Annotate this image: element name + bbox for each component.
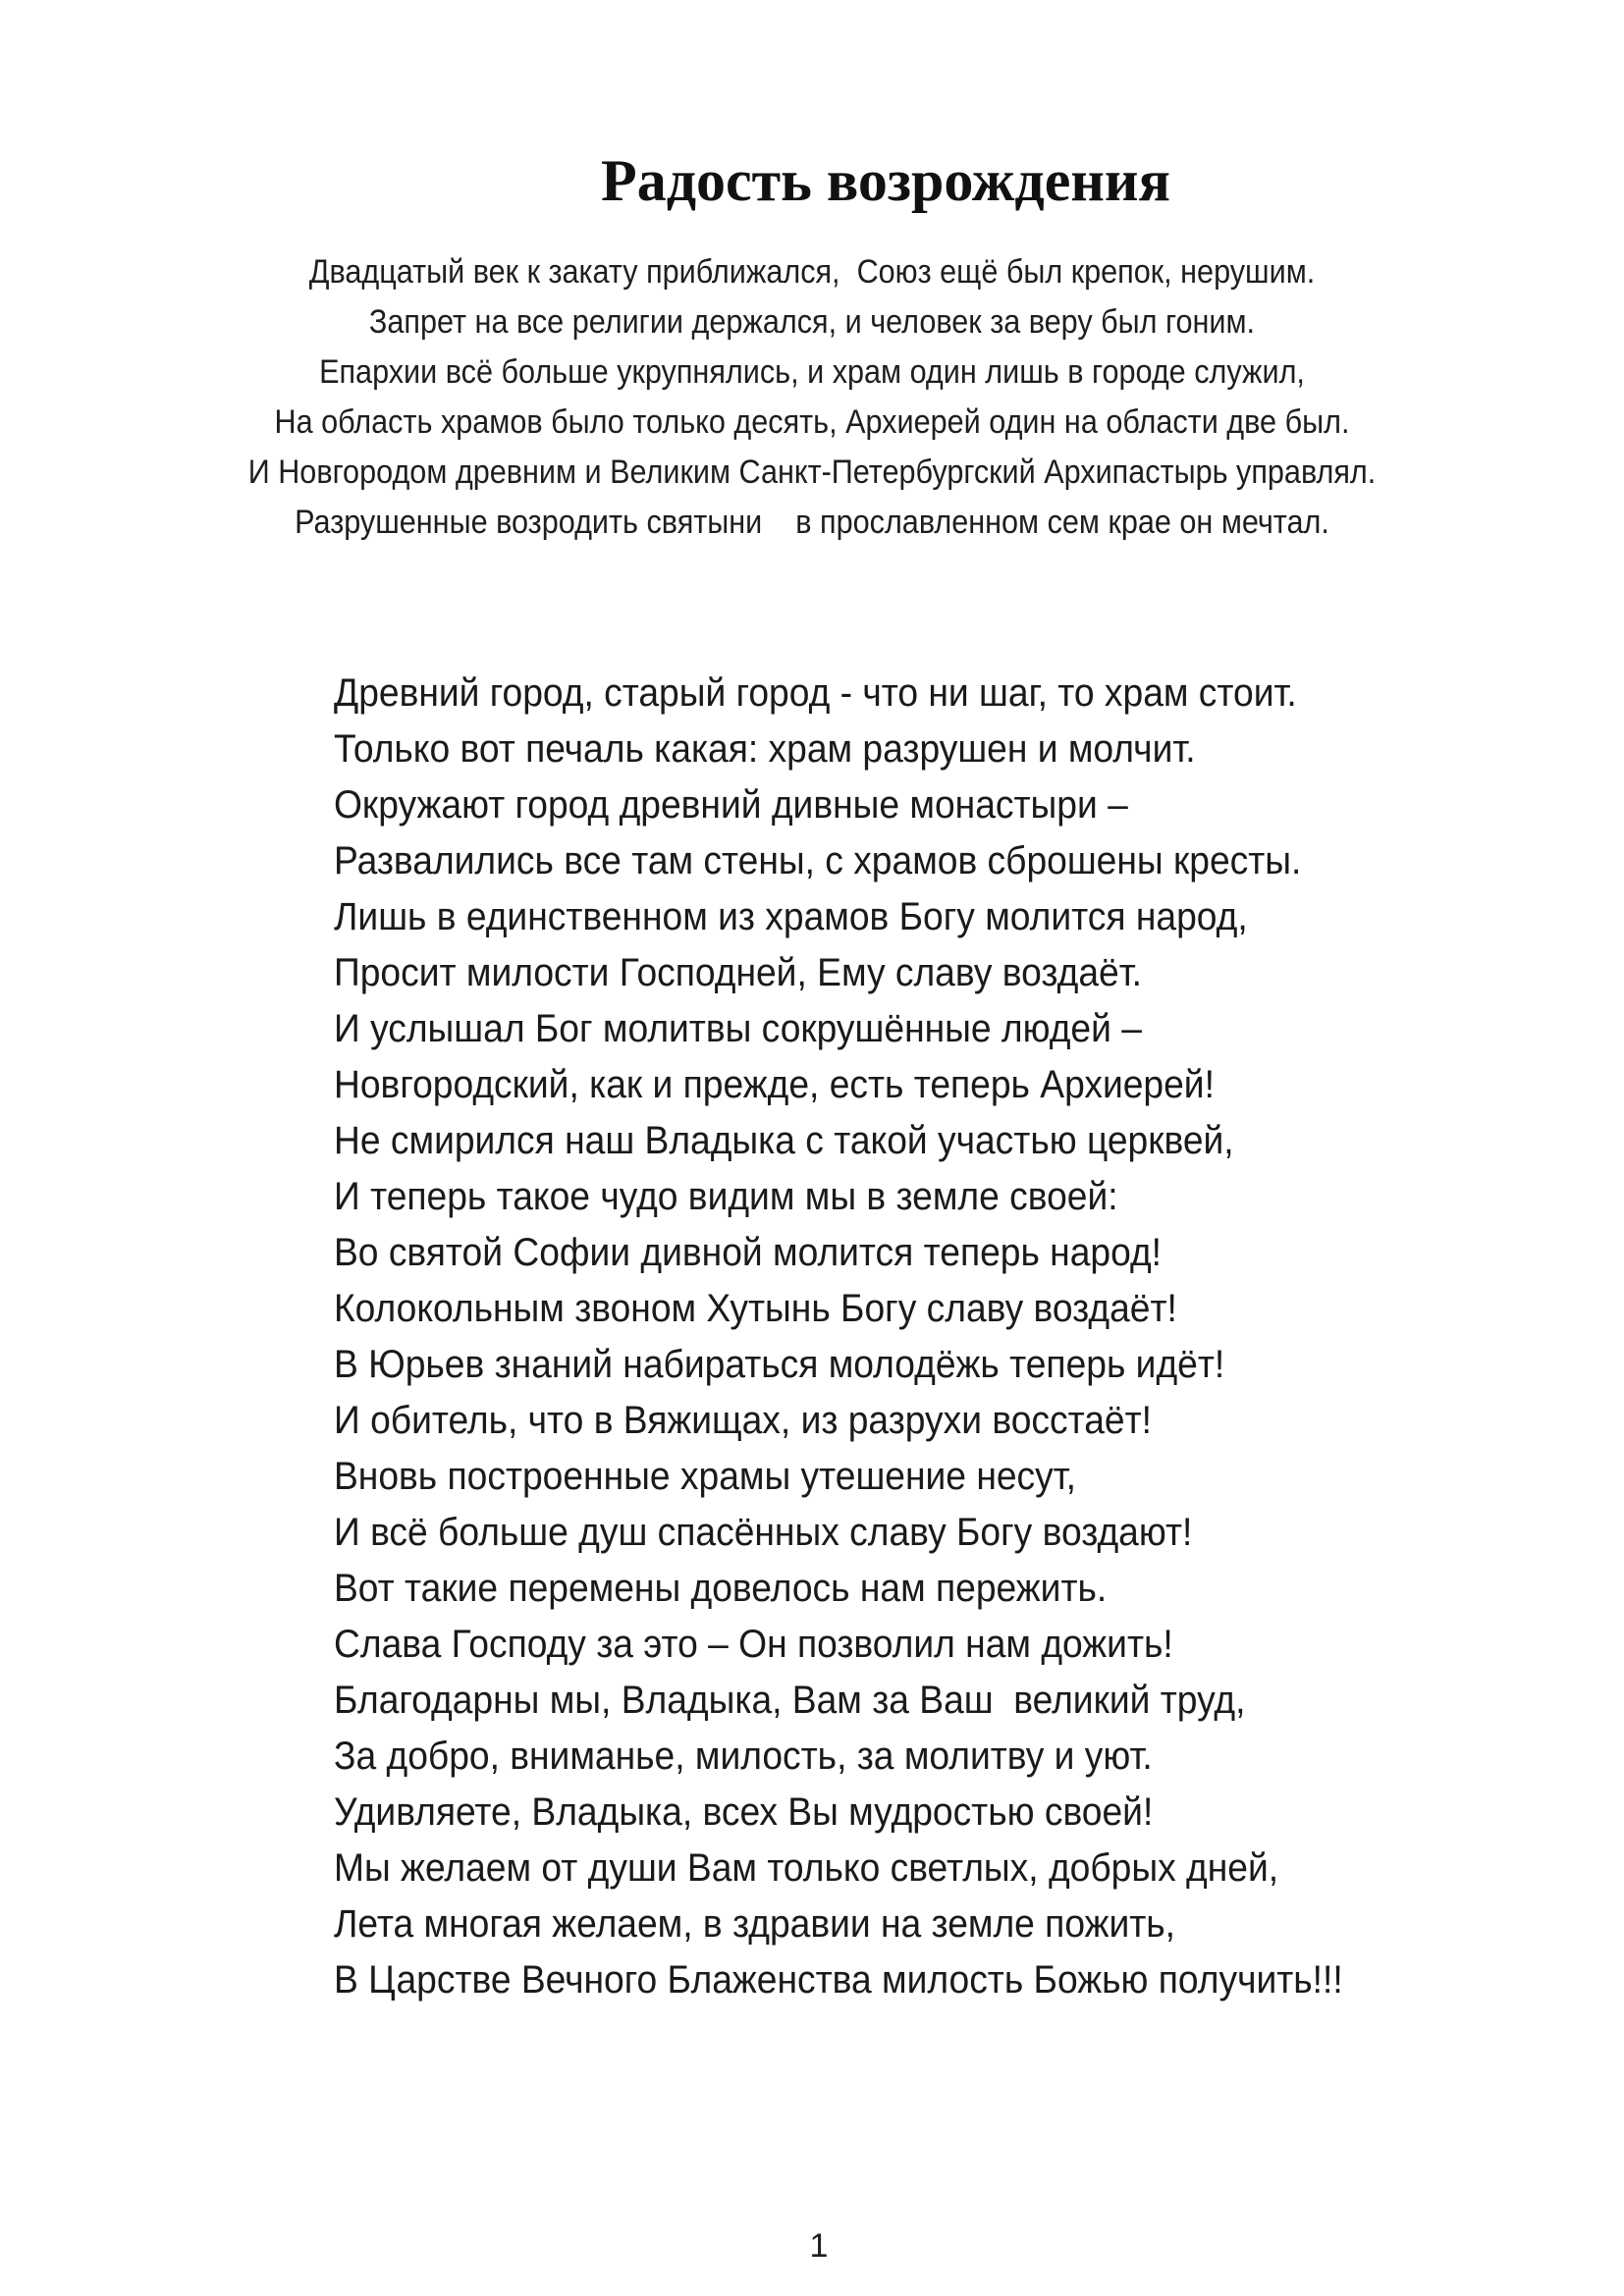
poem-line: Слава Господу за это – Он позволил нам дожить! xyxy=(334,1623,1173,1666)
intro-line: Разрушенные возродить святыни в прославленном сем крае он мечтал. xyxy=(295,504,1329,541)
intro-line: На область храмов было только десять, Архиерей один на области две был. xyxy=(274,403,1350,441)
poem-line: Во святой Софии дивной молится теперь народ! xyxy=(334,1231,1163,1274)
poem-line: И услышал Бог молитвы сокрушённые людей – xyxy=(334,1007,1142,1050)
intro-line: Епархии всё больше укрупнялись, и храм один лишь в городе служил, xyxy=(319,353,1305,391)
intro-line: Двадцатый век к закату приближался, Союз ещё был крепок, нерушим. xyxy=(308,253,1316,291)
poem-line: Древний город, старый город - что ни шаг, то храм стоит. xyxy=(334,671,1297,715)
poem-line: Развалились все там стены, с храмов сброшены кресты. xyxy=(334,839,1302,882)
poem-line: За добро, вниманье, милость, за молитву и уют. xyxy=(334,1735,1153,1778)
poem-line: Только вот печаль какая: храм разрушен и молчит. xyxy=(334,727,1196,771)
poem-line: Лишь в единственном из храмов Богу молится народ, xyxy=(334,895,1248,938)
poem-line: Окружают город древний дивные монастыри – xyxy=(334,783,1128,827)
poem-body xyxy=(334,666,1419,2008)
poem-line: Колокольным звоном Хутынь Богу славу воздаёт! xyxy=(334,1287,1177,1330)
poem-line: Просит милости Господней, Ему славу воздаёт. xyxy=(334,951,1142,994)
poem-line: Удивляете, Владыка, всех Вы мудростью своей! xyxy=(334,1790,1154,1834)
poem-line: В Царстве Вечного Блаженства милость Божью получить!!! xyxy=(334,1958,1343,2002)
poem-line: В Юрьев знаний набираться молодёжь теперь идёт! xyxy=(334,1343,1225,1386)
page-number: 1 xyxy=(809,2227,829,2265)
poem-line: И всё больше душ спасённых славу Богу воздают! xyxy=(334,1511,1193,1554)
poem-line: Мы желаем от души Вам только светлых, добрых дней, xyxy=(334,1846,1279,1890)
poem-line: И обитель, что в Вяжищах, из разрухи восстаёт! xyxy=(334,1399,1152,1442)
poem-line: И теперь такое чудо видим мы в земле своей: xyxy=(334,1175,1118,1218)
poem-line: Благодарны мы, Владыка, Вам за Ваш великий труд, xyxy=(334,1679,1246,1722)
poem-line: Не смирился наш Владыка с такой участью церквей, xyxy=(334,1119,1234,1162)
poem-line: Вот такие перемены довелось нам пережить. xyxy=(334,1567,1108,1610)
intro-line: Запрет на все религии держался, и человек за веру был гоним. xyxy=(368,303,1256,341)
poem-line: Новгородский, как и прежде, есть теперь Архиерей! xyxy=(334,1063,1215,1106)
intro-line: И Новгородом древним и Великим Санкт-Петербургский Архипастырь управлял. xyxy=(247,454,1377,491)
page-title: Радость возрождения xyxy=(601,148,1170,214)
poem-line: Лета многая желаем, в здравии на земле пожить, xyxy=(334,1902,1176,1946)
intro-stanza xyxy=(0,247,1624,548)
poem-line: Вновь построенные храмы утешение несут, xyxy=(334,1455,1077,1498)
